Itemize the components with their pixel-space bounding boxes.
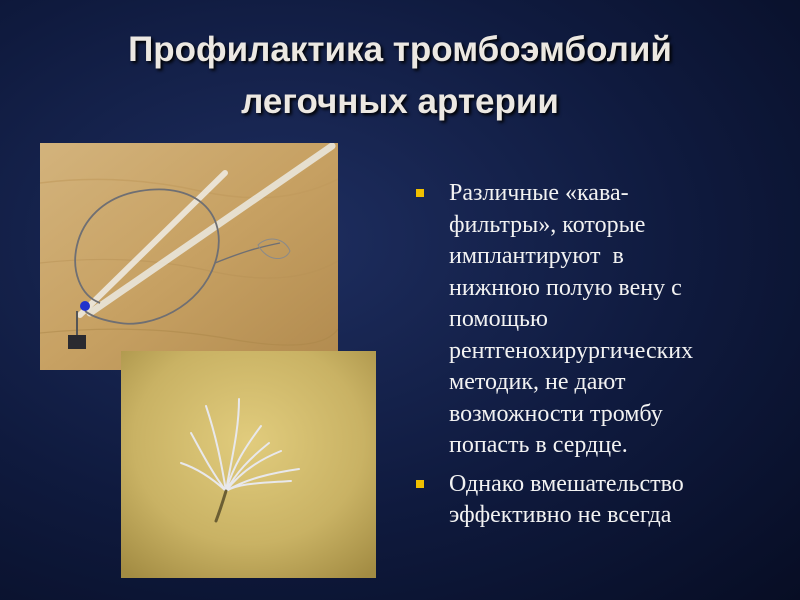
- yellow-square-bullet-icon: [416, 480, 424, 488]
- bullet-line: нижнюю полую вену с: [449, 274, 682, 301]
- bullet-line: Различные «кава-: [449, 180, 629, 206]
- cava-filter-photo: [121, 351, 376, 578]
- bullet-line: Однако вмешательство: [449, 470, 684, 497]
- bullet-line: помощью: [449, 306, 548, 332]
- bullet-line: попасть в сердце.: [449, 432, 628, 458]
- slide-title-line-2: легочных артерии: [241, 82, 559, 121]
- bullet-line: эффективно не всегда: [449, 502, 672, 528]
- bullet-list: [412, 178, 772, 539]
- slide-title-line-1: Профилактика тромбоэмболий: [128, 30, 672, 69]
- bullet-line: возможности тромбу: [449, 400, 663, 427]
- yellow-square-bullet-icon: [416, 189, 424, 197]
- bullet-item: [412, 469, 772, 532]
- slide-title: [40, 24, 760, 128]
- bullet-line: фильтры», которые: [449, 211, 646, 238]
- bullet-line: имплантируют в: [449, 243, 624, 269]
- bullet-item: [412, 178, 772, 462]
- cava-filter-catheter-photo: [40, 143, 338, 370]
- bullet-line: рентгенохирургических: [449, 337, 694, 364]
- bullet-line: методик, не дают: [449, 369, 626, 395]
